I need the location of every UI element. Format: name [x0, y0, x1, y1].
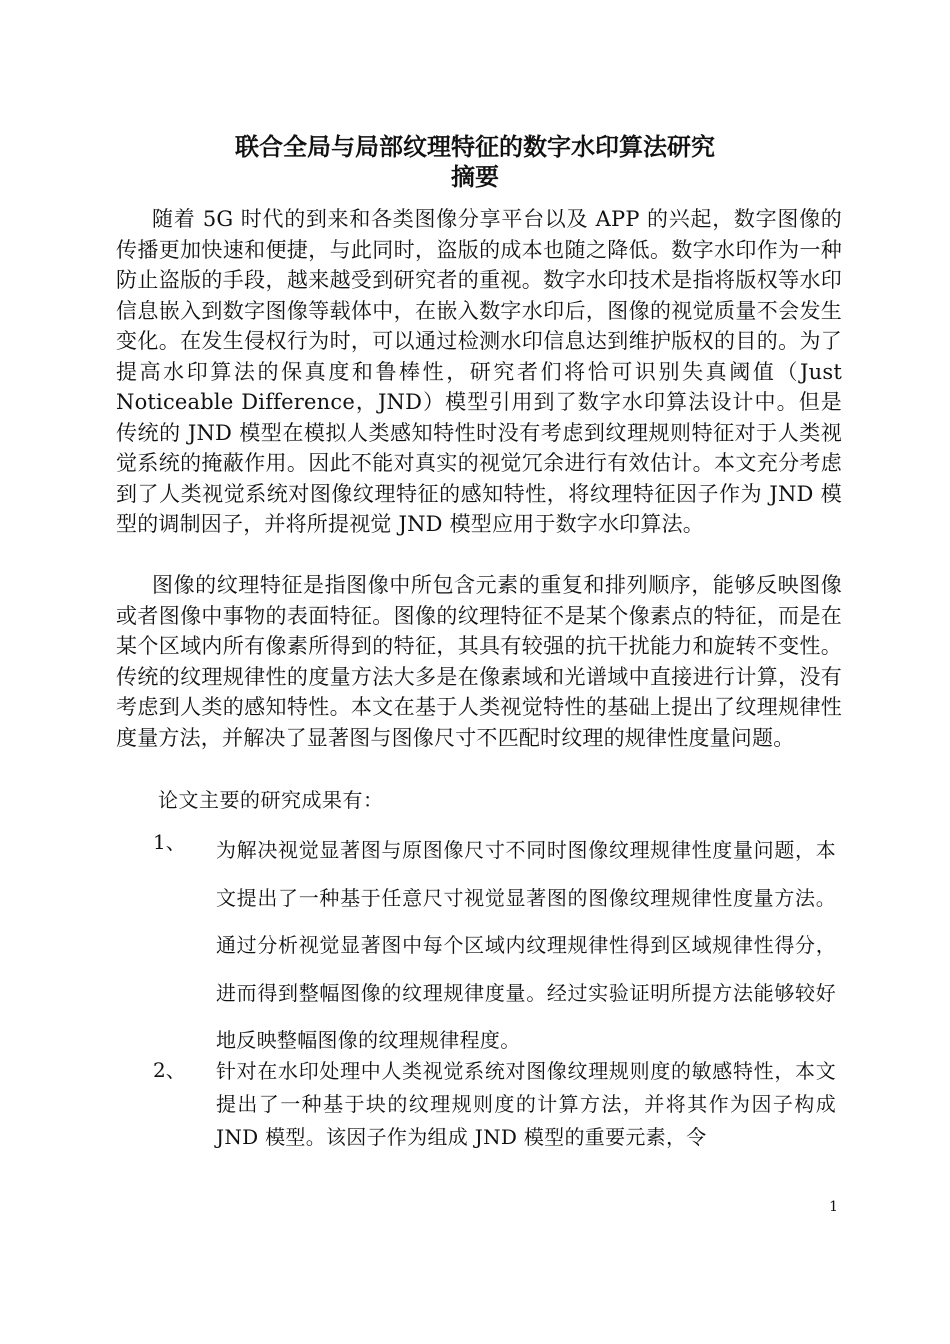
result-item-text: 为解决视觉显著图与原图像尺寸不同时图像纹理规律性度量问题，本文提出了一种基于任意尺寸视觉显著图的图像纹理规律性度量方法。通过分析视觉显著图中每个区域内纹理规律性得到区域规律性得分，进而得到整幅图像的纹理规律度量。经过实验证明所提方法能够较好地反映整幅图像的纹理规律程度。: [216, 838, 836, 1052]
document-title: 联合全局与局部纹理特征的数字水印算法研究: [235, 133, 715, 161]
abstract-paragraph: 图像的纹理特征是指图像中所包含元素的重复和排列顺序，能够反映图像或者图像中事物的表面特征。图像的纹理特征不是某个像素点的特征，而是在某个区域内所有像素所得到的特征，其具有较强的抗干扰能力和旋转不变性。传统的纹理规律性的度量方法大多是在像素域和光谱域中直接进行计算，没有考虑到人类的感知特性。本文在基于人类视觉特性的基础上提出了纹理规律性度量方法，并解决了显著图与图像尺寸不匹配时纹理的规律性度量问题。: [116, 573, 842, 750]
results-intro: 论文主要的研究成果有：: [158, 788, 384, 812]
abstract-paragraph: 随着 5G 时代的到来和各类图像分享平台以及 APP 的兴起，数字图像的传播更加快速和便捷，与此同时，盗版的成本也随之降低。数字水印作为一种防止盗版的手段，越来越受到研究者的重视。数字水印技术是指将版权等水印信息嵌入到数字图像等载体中，在嵌入数字水印后，图像的视觉质量不会发生变化。在发生侵权行为时，可以通过检测水印信息达到维护版权的目的。为了提高水印算法的保真度和鲁棒性，研究者们将恰可识别失真阈值（Just Noticeable Difference，JND）模型引用到了数字水印算法设计中。但是传统的 JND 模型在模拟人类感知特性时没有考虑到纹理规则特征对于人类视觉系统的掩蔽作用。因此不能对真实的视觉冗余进行有效估计。本文充分考虑到了人类视觉系统对图像纹理特征的感知特性，将纹理特征因子作为 JND 模型的调制因子，并将所提视觉 JND 模型应用于数字水印算法。: [116, 207, 842, 536]
page-number: 1: [829, 1199, 838, 1215]
result-item-text: 针对在水印处理中人类视觉系统对图像纹理规则度的敏感特性，本文提出了一种基于块的纹理规则度的计算方法，并将其作为因子构成 JND 模型。该因子作为组成 JND 模型的重要元素，令: [216, 1059, 836, 1149]
result-item-number: 1、: [153, 830, 186, 854]
result-item-number: 2、: [153, 1058, 186, 1082]
abstract-heading: 摘要: [451, 163, 499, 191]
